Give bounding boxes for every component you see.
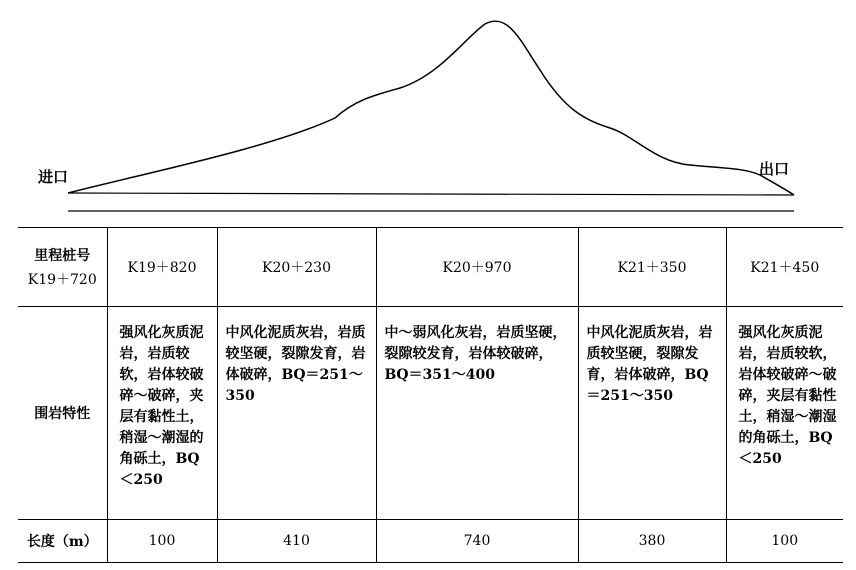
- stake-start: K19＋720: [27, 272, 97, 288]
- stake-cell: K20＋230: [217, 228, 376, 307]
- rock-cell: [578, 307, 726, 520]
- rock-description: 强风化灰质泥岩，岩质较软，岩体较破碎～破碎，夹层有黏性土，稍湿～潮湿的角砾土，BQ＜250: [119, 325, 204, 488]
- tunnel-line-upper: [68, 193, 794, 195]
- rock-cell: [107, 307, 217, 520]
- length-cell: 380: [578, 520, 726, 563]
- rock-description: 中～弱风化灰岩，岩质坚硬，裂隙较发育，岩体较破碎，BQ＝351～400: [384, 325, 567, 383]
- mountain-outline: [68, 21, 794, 195]
- length-cell: 410: [217, 520, 376, 563]
- rock-cell: [726, 307, 843, 520]
- stake-cell: K19＋820: [107, 228, 217, 307]
- stake-header: 里程桩号: [34, 248, 91, 264]
- exit-label: 出口: [759, 160, 790, 178]
- length-cell: 100: [726, 520, 843, 563]
- rock-description: 强风化灰质泥岩，岩质较软，岩体较破碎～破碎，夹层有黏性土，稍湿～潮湿的角砾土，BQ＜250: [738, 325, 837, 467]
- rock-cell: [217, 307, 376, 520]
- rock-description: 中风化泥质灰岩，岩质较坚硬，裂隙发育，岩体破碎，BQ＝251～350: [586, 325, 713, 404]
- stake-header-cell: [18, 228, 107, 307]
- stake-row: [18, 228, 843, 307]
- rock-header: 围岩特性: [18, 307, 107, 520]
- stake-cell: K20＋970: [376, 228, 578, 307]
- rock-row: [18, 307, 843, 520]
- entrance-label: 进口: [38, 168, 69, 186]
- length-header: 长度（m）: [18, 520, 107, 563]
- length-row: [18, 520, 843, 563]
- rock-cell: [376, 307, 578, 520]
- rock-description: 中风化泥质灰岩，岩质较坚硬，裂隙发育，岩体破碎，BQ＝251～350: [225, 325, 366, 404]
- stake-cell: K21＋450: [726, 228, 843, 307]
- stake-cell: K21＋350: [578, 228, 726, 307]
- length-cell: 740: [376, 520, 578, 563]
- length-cell: 100: [107, 520, 217, 563]
- terrain-profile: [0, 0, 856, 225]
- geology-table: [18, 227, 843, 563]
